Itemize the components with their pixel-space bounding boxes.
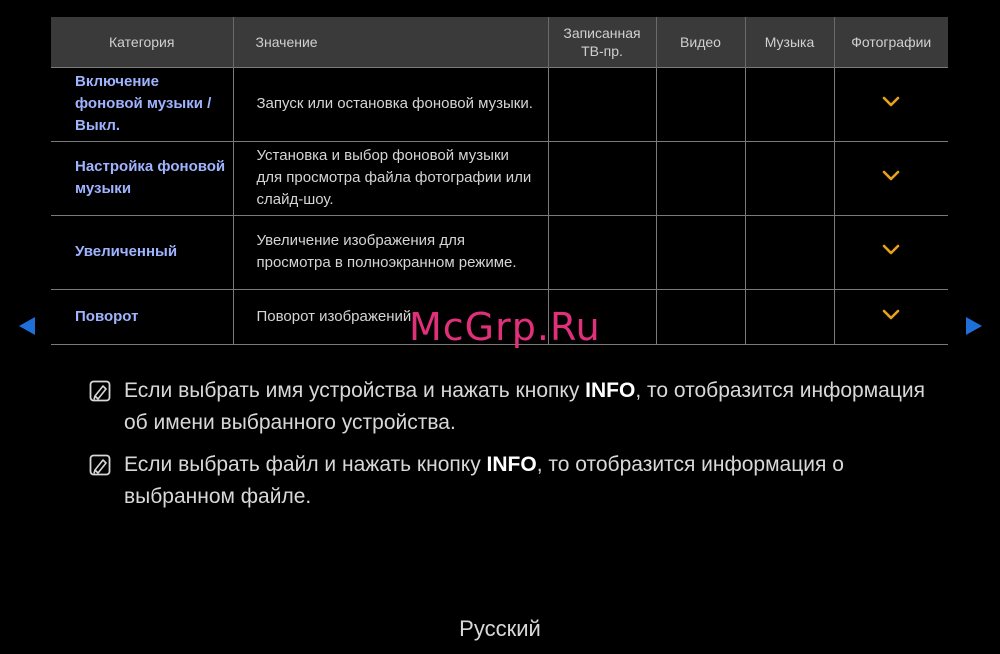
note-icon [89, 454, 111, 476]
header-category: Категория [109, 33, 175, 50]
info-key: INFO [585, 379, 636, 402]
cell-video [656, 141, 745, 215]
table-row [51, 141, 948, 215]
row-value: Установка и выбор фоновой музыки для просмотра файла фотографии или слайд-шоу. [233, 141, 548, 215]
cell-recorded-tv [548, 67, 656, 141]
cell-video [656, 289, 745, 344]
header-photos: Фотографии [834, 17, 948, 67]
header-music: Музыка [745, 17, 834, 67]
cell-music [745, 289, 834, 344]
table-row [51, 67, 948, 141]
table-row [51, 215, 948, 289]
note-icon [89, 380, 111, 402]
note-item [89, 449, 949, 513]
row-value: Увеличение изображения для просмотра в полноэкранном режиме. [233, 215, 548, 289]
header-value: Значение [233, 17, 548, 67]
cell-photos [834, 289, 948, 344]
row-category: Поворот [51, 289, 233, 344]
cell-video [656, 215, 745, 289]
row-category: Увеличенный [51, 215, 233, 289]
table-header [51, 17, 948, 67]
cell-video [656, 67, 745, 141]
header-recorded-tv: Записанная ТВ-пр. [548, 17, 656, 67]
cell-music [745, 67, 834, 141]
note-item [89, 375, 949, 439]
row-value: Запуск или остановка фоновой музыки. [233, 67, 548, 141]
cell-photos [834, 141, 948, 215]
row-category: Включение фоновой музыки / Выкл. [51, 67, 233, 141]
header-video: Видео [656, 17, 745, 67]
left-arrow-icon[interactable] [17, 316, 37, 336]
cell-music [745, 141, 834, 215]
footer-language: Русский [459, 616, 541, 641]
cell-photos [834, 67, 948, 141]
note-text: Если выбрать файл и нажать кнопку INFO, то отобразится информация о выбранном файле. [124, 453, 844, 508]
cell-music [745, 215, 834, 289]
info-key: INFO [486, 453, 537, 476]
check-icon [882, 94, 900, 108]
cell-recorded-tv [548, 215, 656, 289]
check-icon [882, 307, 900, 321]
row-category: Настройка фоновой музыки [51, 141, 233, 215]
features-table [51, 17, 948, 345]
watermark: McGrp.Ru [409, 305, 601, 349]
check-icon [882, 242, 900, 256]
row-value: Поворот изображений [233, 289, 548, 344]
cell-recorded-tv [548, 141, 656, 215]
cell-photos [834, 215, 948, 289]
note-text: Если выбрать имя устройства и нажать кнопку INFO, то отобразится информация об имени выбранного устройства. [124, 379, 925, 434]
right-arrow-icon[interactable] [964, 316, 984, 336]
check-icon [882, 168, 900, 182]
